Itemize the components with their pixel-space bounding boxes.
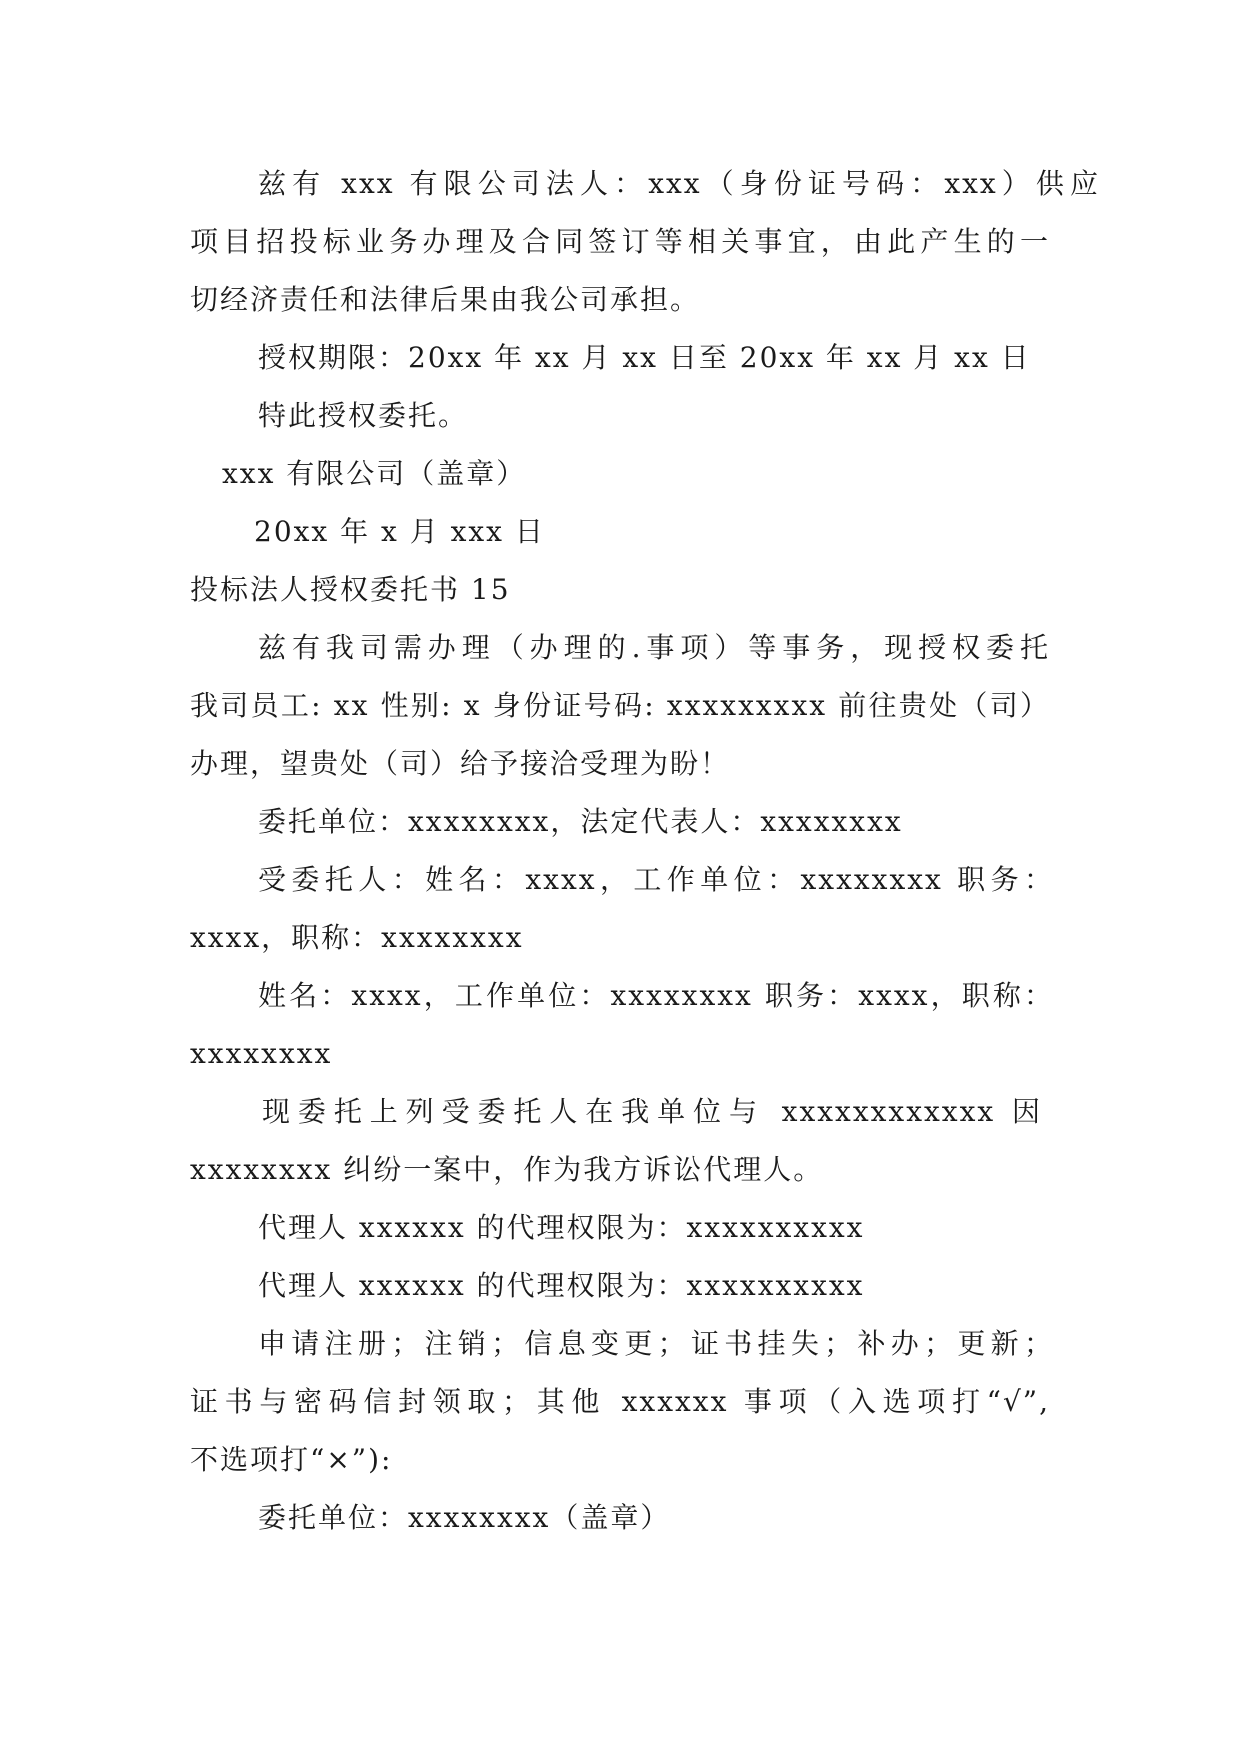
paragraph-line: 现委托上列受委托人在我单位与 xxxxxxxxxxxx 因	[262, 1095, 1042, 1128]
paragraph-line: 姓名：xxxx，工作单位：xxxxxxxx 职务：xxxx，职称：	[258, 979, 1054, 1012]
paragraph-line: 办理，望贵处（司）给予接洽受理为盼！	[190, 747, 731, 780]
paragraph-line: 委托单位：xxxxxxxx（盖章）	[258, 1501, 671, 1534]
paragraph-line: 代理人 xxxxxx 的代理权限为：xxxxxxxxxx	[258, 1269, 865, 1302]
company-seal-line: xxx 有限公司（盖章）	[222, 457, 527, 490]
paragraph-line: 受委托人：姓名：xxxx，工作单位：xxxxxxxx 职务：	[258, 863, 1054, 896]
paragraph-line: 切经济责任和法律后果由我公司承担。	[190, 283, 701, 316]
paragraph-line: 兹有我司需办理（办理的.事项）等事务，现授权委托	[258, 631, 1050, 664]
paragraph-line: 委托单位：xxxxxxxx，法定代表人：xxxxxxxx	[258, 805, 903, 838]
paragraph-line: 特此授权委托。	[258, 399, 469, 432]
paragraph-line: xxxxxxxx 纠纷一案中，作为我方诉讼代理人。	[190, 1153, 824, 1186]
paragraph-line: 申请注册；注销；信息变更；证书挂失；补办；更新；	[258, 1327, 1054, 1360]
paragraph-line: 授权期限：20xx 年 xx 月 xx 日至 20xx 年 xx 月 xx 日	[258, 341, 1031, 374]
paragraph-line: 我司员工: xx 性别: x 身份证号码: xxxxxxxxx 前往贵处（司）	[190, 689, 1050, 722]
paragraph-line: 不选项打“×”):	[190, 1443, 393, 1476]
paragraph-line: 项目招投标业务办理及合同签订等相关事宜，由此产生的一	[190, 225, 1050, 258]
paragraph-line: 证书与密码信封领取；其他 xxxxxx 事项（入选项打“√”,	[190, 1385, 1050, 1418]
date-line: 20xx 年 x 月 xxx 日	[254, 515, 545, 548]
paragraph-line: xxxx，职称：xxxxxxxx	[190, 921, 524, 954]
paragraph-line: 代理人 xxxxxx 的代理权限为：xxxxxxxxxx	[258, 1211, 865, 1244]
paragraph-line: 兹有 xxx 有限公司法人：xxx（身份证号码：xxx）供应	[258, 167, 1100, 200]
section-title: 投标法人授权委托书 15	[190, 573, 511, 606]
paragraph-line: xxxxxxxx	[190, 1037, 333, 1070]
